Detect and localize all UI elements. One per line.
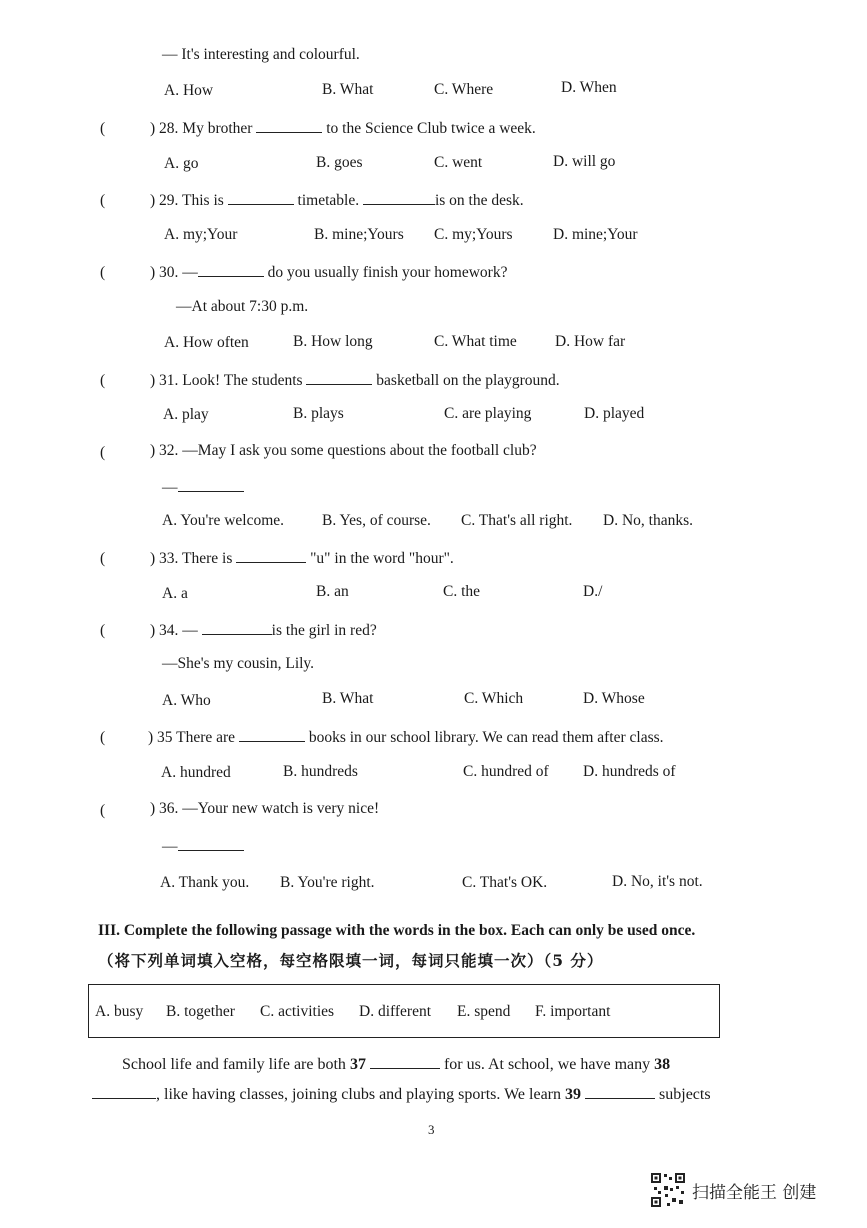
question-text: ) 36. —Your new watch is very nice! <box>150 800 380 817</box>
answer-line: —She's my cousin, Lily. <box>162 655 315 672</box>
option-a: A. go <box>164 155 199 172</box>
passage-line: School life and family life are both 37 for us. At school, we have many 38 <box>122 1056 671 1073</box>
question-text: ) 33. There is <box>150 550 233 567</box>
answer-line: —At about 7:30 p.m. <box>176 298 309 315</box>
question-31 <box>150 370 560 390</box>
option-c: C. That's OK. <box>462 874 548 891</box>
answer-paren: ( <box>100 622 106 639</box>
answer-paren: ( <box>100 444 106 461</box>
option-d: D. No, thanks. <box>603 512 693 529</box>
qr-code-icon <box>650 1172 686 1208</box>
option-d: D. No, it's not. <box>612 873 703 890</box>
option-d: D./ <box>583 583 603 600</box>
answer-blank[interactable] <box>178 836 244 851</box>
answer-blank[interactable] <box>236 548 306 563</box>
question-32 <box>150 442 537 460</box>
option-a: A. How often <box>164 334 249 351</box>
option-a: A. You're welcome. <box>162 512 285 529</box>
question-text: to the Science Club twice a week. <box>326 120 536 137</box>
answer-line: — <box>162 836 244 856</box>
option-a: A. my;Your <box>164 226 238 243</box>
answer-paren: ( <box>100 264 106 281</box>
question-text: do you usually finish your homework? <box>267 264 508 281</box>
question-29 <box>150 190 524 210</box>
question-text: is on the desk. <box>434 192 524 209</box>
option-c: C. Where <box>434 81 494 98</box>
question-34 <box>150 620 377 640</box>
option-b: B. goes <box>316 154 363 171</box>
option-a: A. play <box>163 406 209 423</box>
answer-blank[interactable] <box>256 118 322 133</box>
option-c: C. the <box>443 583 481 600</box>
option-c: C. hundred of <box>463 763 549 780</box>
option-a: A. hundred <box>161 764 231 781</box>
answer-line: — <box>162 477 244 497</box>
word-box-item: E. spend <box>457 1003 511 1020</box>
option-b: B. What <box>322 81 374 98</box>
option-c: C. went <box>434 154 483 171</box>
answer-blank[interactable] <box>178 477 244 492</box>
scanner-watermark <box>650 1172 816 1208</box>
answer-paren: ( <box>100 802 106 819</box>
answer-paren: ( <box>100 192 106 209</box>
question-text: ) 30. — <box>150 264 198 281</box>
blank-number: 37 <box>349 1056 366 1073</box>
option-b: B. plays <box>293 405 344 422</box>
word-box-item: F. important <box>535 1003 611 1020</box>
word-box-item: C. activities <box>260 1003 335 1020</box>
answer-paren: ( <box>100 729 106 746</box>
question-text: ) 34. — <box>150 622 198 639</box>
passage-line: , like having classes, joining clubs and playing sports. We learn 39 subjects <box>92 1084 711 1104</box>
question-text: timetable. <box>297 192 360 209</box>
question-text: is the girl in red? <box>271 622 377 639</box>
word-box <box>88 984 720 1038</box>
question-text: ) 31. Look! The students <box>150 372 303 389</box>
option-b: B. How long <box>293 333 373 350</box>
answer-blank[interactable] <box>239 727 305 742</box>
option-d: D. will go <box>553 153 616 170</box>
watermark-text: 扫描全能王 创建 <box>692 1182 817 1203</box>
answer-blank[interactable] <box>363 190 435 205</box>
option-a: A. How <box>164 82 214 99</box>
question-text: ) 29. This is <box>150 192 224 209</box>
question-30 <box>150 262 507 282</box>
option-c: C. are playing <box>444 405 532 422</box>
option-a: A. Thank you. <box>160 874 250 891</box>
question-text: "u" in the word "hour". <box>310 550 454 567</box>
answer-paren: ( <box>100 550 106 567</box>
option-a: A. a <box>162 585 188 602</box>
option-b: B. Yes, of course. <box>322 512 431 529</box>
option-b: B. mine;Yours <box>314 226 404 243</box>
answer-line: — It's interesting and colourful. <box>162 46 360 63</box>
option-b: B. What <box>322 690 374 707</box>
answer-paren: ( <box>100 372 106 389</box>
question-text: ) 35 There are <box>148 729 236 746</box>
answer-paren: ( <box>100 120 106 137</box>
answer-blank[interactable] <box>202 620 272 635</box>
answer-blank[interactable] <box>228 190 294 205</box>
option-d: D. hundreds of <box>583 763 676 780</box>
section-title: III. Complete the following passage with the words in the box. Each can only be used once. <box>98 922 696 939</box>
answer-blank[interactable] <box>92 1084 156 1099</box>
question-36 <box>150 800 379 818</box>
option-c: C. What time <box>434 333 517 350</box>
question-28 <box>150 118 536 138</box>
blank-number: 38 <box>654 1056 671 1073</box>
option-b: B. hundreds <box>283 763 358 780</box>
word-box-item: B. together <box>166 1003 235 1020</box>
option-d: D. mine;Your <box>553 226 638 243</box>
word-box-item: D. different <box>359 1003 432 1020</box>
option-d: D. How far <box>555 333 626 350</box>
answer-blank[interactable] <box>306 370 372 385</box>
word-box-item: A. busy <box>95 1003 144 1020</box>
answer-blank[interactable] <box>585 1084 655 1099</box>
option-d: D. Whose <box>583 690 645 707</box>
option-d: D. played <box>584 405 645 422</box>
question-text: ) 32. —May I ask you some questions about the football club? <box>150 442 537 459</box>
question-text: ) 28. My brother <box>150 120 253 137</box>
option-b: B. an <box>316 583 349 600</box>
answer-blank[interactable] <box>198 262 264 277</box>
question-text: basketball on the playground. <box>376 372 560 389</box>
question-text: books in our school library. We can read them after class. <box>308 729 664 746</box>
blank-number: 39 <box>565 1086 582 1103</box>
question-33 <box>150 548 454 568</box>
option-c: C. Which <box>464 690 524 707</box>
answer-blank[interactable] <box>370 1054 440 1069</box>
option-c: C. my;Yours <box>434 226 513 243</box>
section-subtitle: （将下列单词填入空格，每空格限填一词，每词只能填一次）（5 分） <box>98 951 604 970</box>
option-b: B. You're right. <box>280 874 375 891</box>
page-number: 3 <box>428 1122 435 1137</box>
question-35 <box>148 727 664 747</box>
option-a: A. Who <box>162 692 211 709</box>
option-d: D. When <box>561 79 617 96</box>
option-c: C. That's all right. <box>461 512 573 529</box>
